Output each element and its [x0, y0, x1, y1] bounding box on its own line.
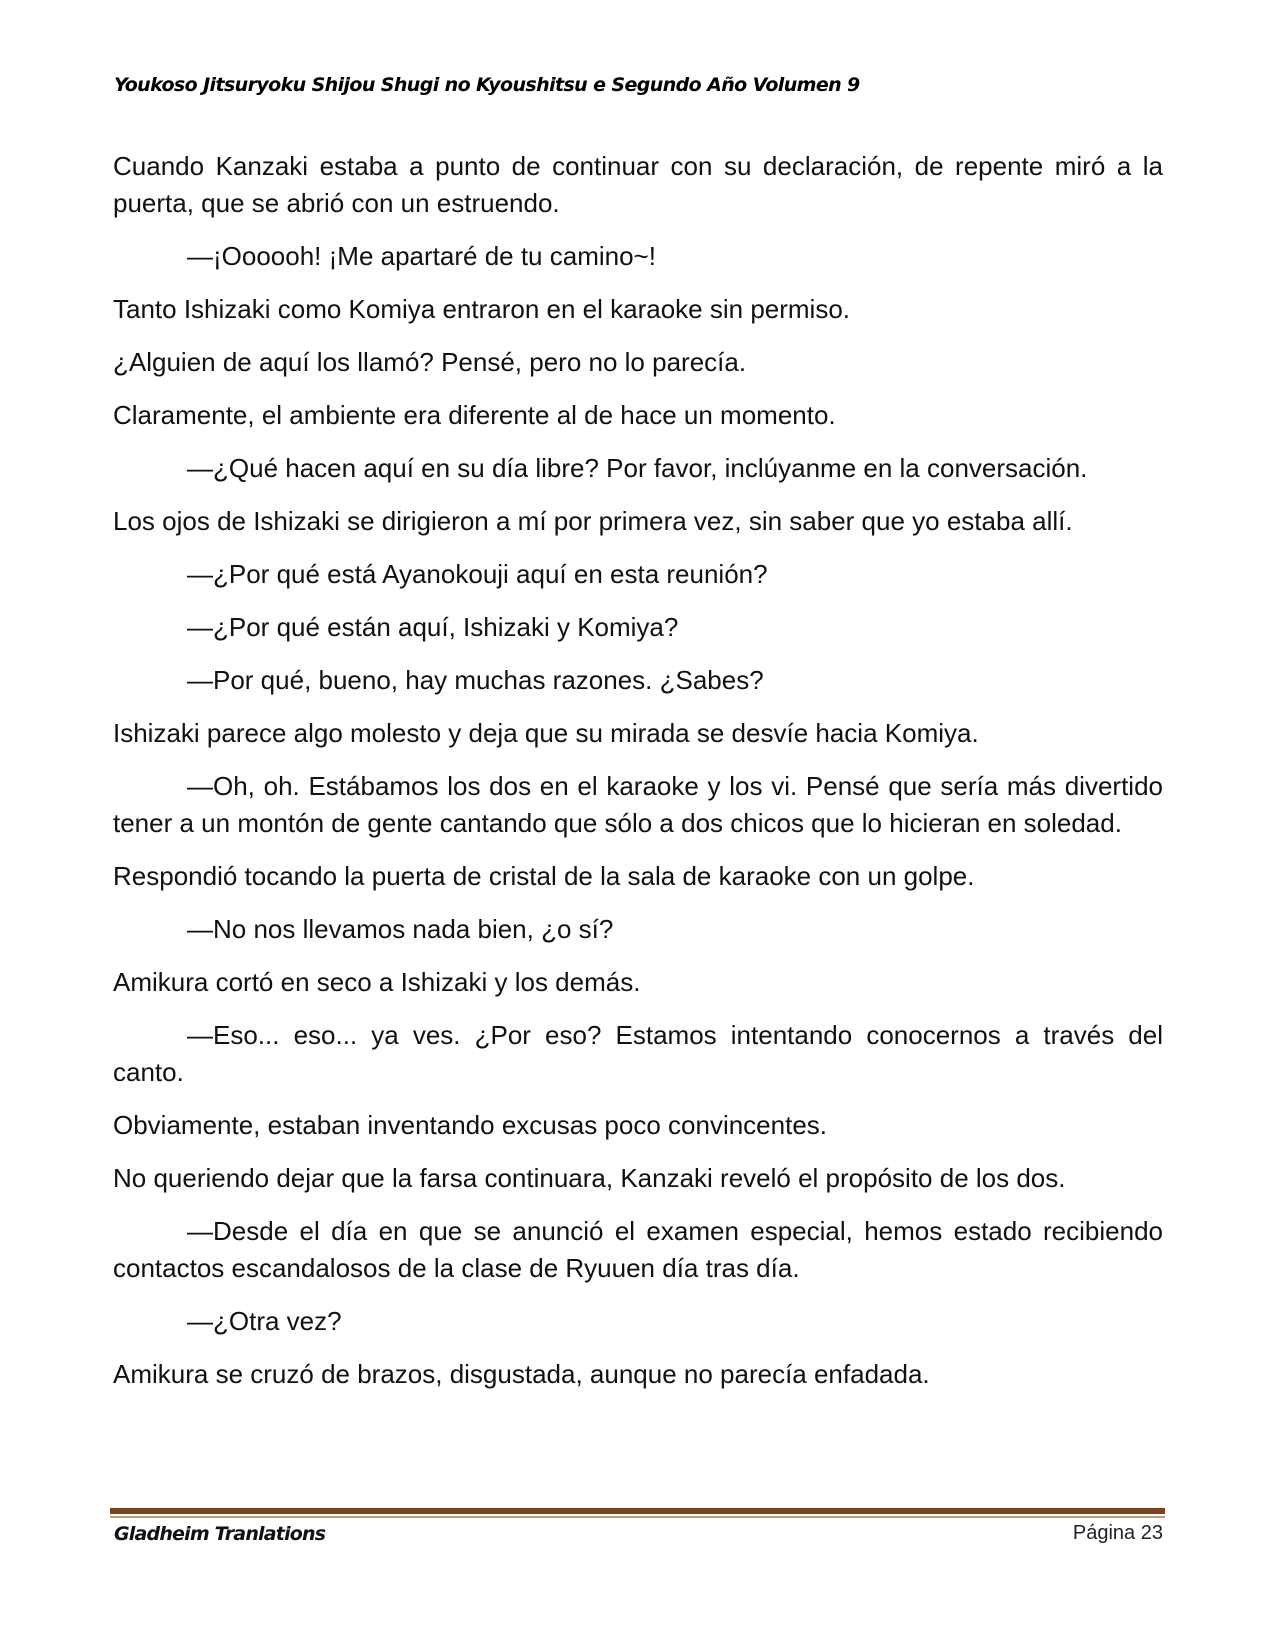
dialogue-paragraph: —No nos llevamos nada bien, ¿o sí?	[187, 914, 614, 944]
dialogue-paragraph: —Eso... eso... ya ves. ¿Por eso? Estamos intentando conocernos a través del canto.	[113, 1020, 1163, 1087]
footer-divider-thin	[110, 1516, 1165, 1518]
narration-paragraph: ¿Alguien de aquí los llamó? Pensé, pero no lo parecía.	[113, 347, 747, 377]
narration-paragraph: Respondió tocando la puerta de cristal de la sala de karaoke con un golpe.	[113, 861, 975, 891]
dialogue-paragraph: —Desde el día en que se anunció el examen especial, hemos estado recibiendo contactos escandalosos de la clase de Ryuuen día tras día.	[113, 1216, 1163, 1283]
narration-paragraph: Ishizaki parece algo molesto y deja que su mirada se desvíe hacia Komiya.	[113, 718, 979, 748]
narration-paragraph: No queriendo dejar que la farsa continuara, Kanzaki reveló el propósito de los dos.	[113, 1163, 1066, 1193]
page-number-value: 23	[1140, 1522, 1163, 1544]
dialogue-paragraph: —¿Otra vez?	[187, 1306, 342, 1336]
dialogue-paragraph: —¡Oooooh! ¡Me apartaré de tu camino~!	[187, 241, 656, 271]
footer-divider-thick	[110, 1508, 1165, 1514]
narration-paragraph: Amikura cortó en seco a Ishizaki y los demás.	[113, 967, 641, 997]
page-label: Página	[1072, 1522, 1136, 1544]
dialogue-paragraph: —¿Por qué está Ayanokouji aquí en esta reunión?	[187, 559, 768, 589]
dialogue-paragraph: —¿Qué hacen aquí en su día libre? Por favor, inclúyanme en la conversación.	[187, 453, 1088, 483]
page-number	[1073, 1522, 1163, 1545]
narration-paragraph: Amikura se cruzó de brazos, disgustada, aunque no parecía enfadada.	[113, 1359, 930, 1389]
running-header: Youkoso Jitsuryoku Shijou Shugi no Kyoushitsu e Segundo Año Volumen 9	[114, 74, 860, 96]
narration-paragraph: Los ojos de Ishizaki se dirigieron a mí por primera vez, sin saber que yo estaba allí.	[113, 506, 1073, 536]
dialogue-paragraph: —¿Por qué están aquí, Ishizaki y Komiya?	[187, 612, 679, 642]
narration-paragraph: Obviamente, estaban inventando excusas poco convincentes.	[113, 1110, 828, 1140]
footer-divider	[110, 1508, 1165, 1518]
narration-paragraph: Tanto Ishizaki como Komiya entraron en el karaoke sin permiso.	[113, 294, 851, 324]
narration-paragraph: Claramente, el ambiente era diferente al de hace un momento.	[113, 400, 836, 430]
dialogue-paragraph: —Por qué, bueno, hay muchas razones. ¿Sabes?	[187, 665, 764, 695]
dialogue-paragraph: —Oh, oh. Estábamos los dos en el karaoke y los vi. Pensé que sería más divertido tener a un montón de gente cantando que sólo a dos chicos que lo hicieran en soledad.	[113, 771, 1163, 838]
narration-paragraph: Cuando Kanzaki estaba a punto de continuar con su declaración, de repente miró a la puerta, que se abrió con un estruendo.	[113, 151, 1163, 218]
page-body	[113, 148, 1163, 1409]
footer-credit: Gladheim Tranlations	[114, 1523, 326, 1545]
